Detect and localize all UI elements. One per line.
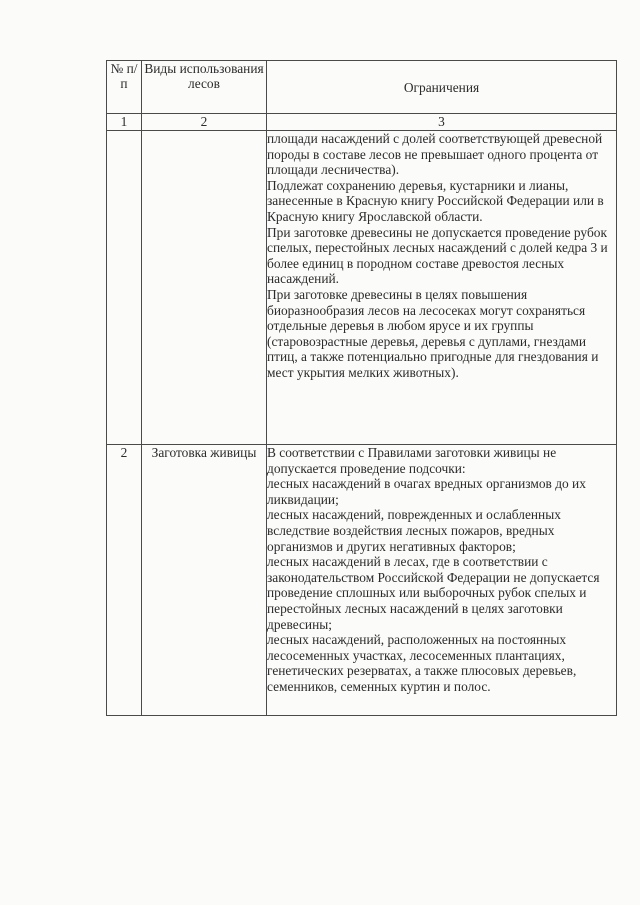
column-number-1: 1 — [107, 114, 142, 131]
row-usage-type: Заготовка живицы — [142, 445, 267, 716]
header-usage-type: Виды использования лесов — [142, 61, 267, 114]
column-number-2: 2 — [142, 114, 267, 131]
restriction-paragraph: площади насаждений с долей соответствующей древесной породы в составе лесов не превышает одного процента от площади лесничества). — [267, 131, 603, 178]
restrictions-table — [106, 60, 617, 716]
restriction-paragraph: лесных насаждений в лесах, где в соответствии с законодательством Российской Федерации не допускается проведение сплошных или выборочных рубок спелых и перестойных лесных насаждений в целях заготовки древесины; — [267, 554, 600, 632]
restriction-paragraph: В соответствии с Правилами заготовки живицы не допускается проведение подсочки: — [267, 445, 557, 476]
column-number-3: 3 — [267, 114, 617, 131]
row-usage-type — [142, 131, 267, 445]
table-row — [107, 445, 617, 716]
row-restrictions — [267, 131, 617, 445]
table-header-row — [107, 61, 617, 114]
restriction-paragraph: При заготовке древесины не допускается проведение рубок спелых, перестойных лесных насаждений с долей кедра 3 и более единиц в породном составе древостоя лесных насаждений. — [267, 224, 608, 287]
restriction-paragraph: лесных насаждений в очагах вредных организмов до их ликвидации; — [267, 476, 586, 507]
row-restrictions — [267, 445, 617, 716]
restriction-paragraph: При заготовке древесины в целях повышения биоразнообразия лесов на лесосеках могут сохраняться отдельные деревья в любом ярусе и их группы (старовозрастные деревья, деревья с дуплами, гнездами птиц, а также потенциально пригодные для гнездования и мест укрытия мелких животных). — [267, 286, 599, 380]
column-number-row — [107, 114, 617, 131]
restriction-paragraph: Подлежат сохранению деревья, кустарники и лианы, занесенные в Красную книгу Российской Федерации или в Красную книгу Ярославской области. — [267, 177, 604, 224]
header-restrictions: Ограничения — [267, 61, 617, 114]
row-number: 2 — [107, 445, 142, 716]
restriction-paragraph: лесных насаждений, расположенных на постоянных лесосеменных участках, лесосеменных плантациях, генетических резерватах, а также плюсовых деревьев, семенников, семенных куртин и полос. — [267, 632, 577, 694]
header-number: № п/п — [107, 61, 142, 114]
row-number — [107, 131, 142, 445]
table-row — [107, 131, 617, 445]
restriction-paragraph: лесных насаждений, поврежденных и ослабленных вследствие воздействия лесных пожаров, вредных организмов и других негативных факторов; — [267, 507, 561, 554]
